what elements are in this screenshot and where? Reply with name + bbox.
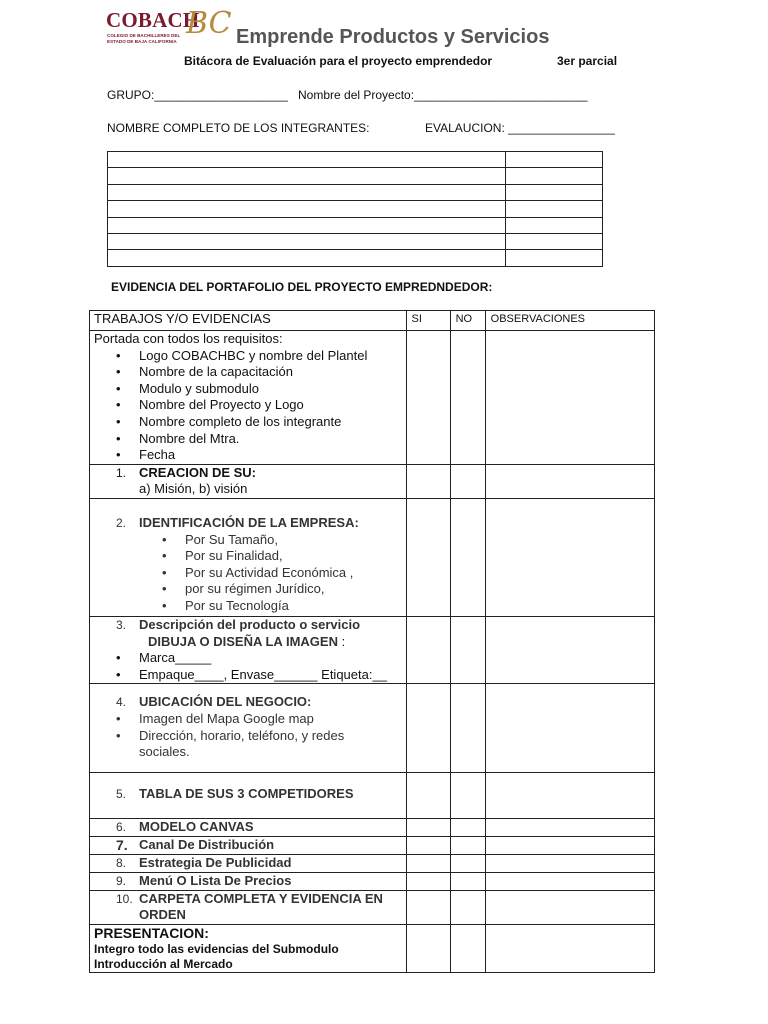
item-number: 8.: [116, 856, 127, 871]
item-subtext: a) Misión, b) visión: [139, 481, 248, 497]
si-cell[interactable]: [406, 498, 450, 616]
observaciones-cell[interactable]: [485, 773, 654, 819]
list-item: • Logo COBACHBC y nombre del Plantel: [90, 348, 406, 365]
observaciones-cell[interactable]: [485, 684, 654, 773]
si-cell[interactable]: [406, 872, 450, 890]
si-cell[interactable]: [406, 684, 450, 773]
member-score-cell: [506, 152, 603, 168]
member-name-cell: [108, 152, 506, 168]
member-score-cell: [506, 217, 603, 233]
member-score-cell: [506, 233, 603, 249]
evidence-row-1: [90, 464, 655, 498]
item-number: 1.: [116, 465, 127, 480]
no-cell[interactable]: [450, 331, 485, 465]
observaciones-cell[interactable]: [485, 837, 654, 855]
members-table: [107, 151, 603, 267]
list-item: • Nombre del Mtra.: [90, 431, 406, 448]
item-title: UBICACIÓN DEL NEGOCIO:: [139, 694, 312, 710]
list-item: • Marca_____: [90, 650, 406, 667]
parcial-label: 3er parcial: [557, 54, 618, 68]
list-item: • Dirección, horario, teléfono, y redes sociales.: [90, 728, 406, 761]
item-instruction-suffix: :: [337, 633, 346, 649]
cobach-logo: [106, 6, 232, 48]
list-item: • Por Su Tamaño,: [90, 532, 406, 549]
header-si: SI: [406, 311, 450, 331]
presentacion-title: PRESENTACION:: [94, 924, 209, 941]
member-row: [108, 184, 603, 200]
list-item: • Imagen del Mapa Google map: [90, 711, 406, 728]
no-cell[interactable]: [450, 616, 485, 683]
list-item: • Fecha: [90, 447, 406, 464]
si-cell[interactable]: [406, 890, 450, 924]
evidence-row-5: [90, 773, 655, 819]
item-title: CARPETA COMPLETA Y EVIDENCIA EN ORDEN: [139, 890, 383, 923]
no-cell[interactable]: [450, 837, 485, 855]
list-item: • Nombre completo de los integrante: [90, 414, 406, 431]
member-name-cell: [108, 168, 506, 184]
no-cell[interactable]: [450, 498, 485, 616]
evidence-row-9: [90, 872, 655, 890]
evidence-header-row: [90, 311, 655, 331]
item-number: 4.: [116, 695, 127, 710]
member-score-cell: [506, 168, 603, 184]
item-number: 6.: [116, 820, 127, 835]
list-item: • Por su Finalidad,: [90, 548, 406, 565]
item-number: 7.: [116, 837, 128, 854]
evidence-cell: [90, 616, 407, 683]
list-item: • Modulo y submodulo: [90, 381, 406, 398]
item-number: 9.: [116, 873, 127, 888]
no-cell[interactable]: [450, 464, 485, 498]
observaciones-cell[interactable]: [485, 819, 654, 837]
list-item: • por su régimen Jurídico,: [90, 581, 406, 598]
evidence-row-7: [90, 837, 655, 855]
list-item: • Nombre del Proyecto y Logo: [90, 397, 406, 414]
evidence-row-6: [90, 819, 655, 837]
item-title: MODELO CANVAS: [139, 819, 254, 835]
si-cell[interactable]: [406, 855, 450, 873]
item-title: Estrategia De Publicidad: [139, 855, 292, 871]
member-score-cell: [506, 250, 603, 266]
header-observaciones: OBSERVACIONES: [485, 311, 654, 331]
evidence-row-portada: [90, 331, 655, 465]
observaciones-cell[interactable]: [485, 872, 654, 890]
member-row: [108, 250, 603, 266]
logo-monogram: BC: [186, 6, 232, 41]
logo-subtext: ESTADO DE BAJA CALIFORNIA: [107, 39, 177, 44]
item-number: 2.: [116, 515, 127, 530]
member-score-cell: [506, 201, 603, 217]
item-title: Menú O Lista De Precios: [139, 872, 292, 888]
item-number: 5.: [116, 787, 127, 802]
evidence-row-3: [90, 616, 655, 683]
item-instruction: DIBUJA O DISEÑA LA IMAGEN: [148, 633, 338, 649]
list-item: • Nombre de la capacitación: [90, 364, 406, 381]
si-cell[interactable]: [406, 773, 450, 819]
evidence-cell: [90, 924, 407, 972]
observaciones-cell[interactable]: [485, 855, 654, 873]
member-name-cell: [108, 250, 506, 266]
observaciones-cell[interactable]: [485, 331, 654, 465]
evidence-cell: [90, 837, 407, 855]
presentacion-text: Integro todo las evidencias del Submodulo: [94, 941, 339, 956]
observaciones-cell[interactable]: [485, 890, 654, 924]
member-score-cell: [506, 184, 603, 200]
no-cell[interactable]: [450, 924, 485, 972]
evidence-cell: [90, 890, 407, 924]
si-cell[interactable]: [406, 819, 450, 837]
item-title: CREACION DE SU:: [139, 464, 257, 480]
member-row: [108, 201, 603, 217]
member-row: [108, 233, 603, 249]
evidence-table: [89, 310, 655, 973]
member-row: [108, 168, 603, 184]
no-cell[interactable]: [450, 872, 485, 890]
document-title: Emprende Productos y Servicios: [236, 26, 550, 48]
si-cell[interactable]: [406, 616, 450, 683]
member-row: [108, 152, 603, 168]
portada-intro: Portada con todos los requisitos:: [94, 331, 283, 346]
evidence-row-presentacion: [90, 924, 655, 972]
member-name-cell: [108, 201, 506, 217]
observaciones-cell[interactable]: [485, 924, 654, 972]
members-label: NOMBRE COMPLETO DE LOS INTEGRANTES:: [107, 121, 370, 135]
evidence-row-10: [90, 890, 655, 924]
evidence-cell: [90, 464, 407, 498]
member-name-cell: [108, 217, 506, 233]
no-cell[interactable]: [450, 819, 485, 837]
no-cell[interactable]: [450, 684, 485, 773]
list-item: • Por su Actividad Económica ,: [90, 565, 406, 582]
no-cell[interactable]: [450, 773, 485, 819]
observaciones-cell[interactable]: [485, 464, 654, 498]
no-cell[interactable]: [450, 890, 485, 924]
evidence-cell: [90, 498, 407, 616]
evidence-cell: [90, 872, 407, 890]
logo-subtext: COLEGIO DE BACHILLERES DEL: [107, 33, 181, 38]
item-title: TABLA DE SUS 3 COMPETIDORES: [139, 786, 354, 802]
item-number: 10.: [116, 891, 133, 906]
presentacion-text: Introducción al Mercado: [94, 956, 233, 971]
evidence-row-2: [90, 498, 655, 616]
evidence-row-4: [90, 684, 655, 773]
observaciones-cell[interactable]: [485, 498, 654, 616]
observaciones-cell[interactable]: [485, 616, 654, 683]
member-name-cell: [108, 233, 506, 249]
item-title: IDENTIFICACIÓN DE LA EMPRESA:: [139, 514, 359, 530]
si-cell[interactable]: [406, 331, 450, 465]
portfolio-heading: EVIDENCIA DEL PORTAFOLIO DEL PROYECTO EMPREDNDEDOR:: [111, 280, 493, 294]
si-cell[interactable]: [406, 924, 450, 972]
project-name-field: Nombre del Proyecto:__________________________: [298, 88, 588, 102]
evaluation-field: EVALAUCION: ________________: [425, 121, 615, 135]
document-subtitle: Bitácora de Evaluación para el proyecto emprendedor: [184, 54, 493, 68]
evidence-row-8: [90, 855, 655, 873]
member-name-cell: [108, 184, 506, 200]
si-cell[interactable]: [406, 837, 450, 855]
item-number: 3.: [116, 617, 127, 632]
list-item: • Por su Tecnología: [90, 598, 406, 615]
item-title: Descripción del producto o servicio: [139, 616, 361, 632]
evidence-cell: [90, 773, 407, 819]
no-cell[interactable]: [450, 855, 485, 873]
member-row: [108, 217, 603, 233]
si-cell[interactable]: [406, 464, 450, 498]
logo-wordmark: COBACH: [106, 8, 200, 32]
evidence-cell: [90, 684, 407, 773]
grupo-field: GRUPO:____________________: [107, 88, 288, 102]
header-no: NO: [450, 311, 485, 331]
item-title: Canal De Distribución: [139, 837, 275, 853]
evidence-cell: [90, 855, 407, 873]
header-evidence: TRABAJOS Y/O EVIDENCIAS: [90, 311, 407, 331]
evidence-cell: [90, 819, 407, 837]
evidence-cell: [90, 331, 407, 465]
list-item: • Empaque____, Envase______ Etiqueta:__: [90, 667, 406, 684]
